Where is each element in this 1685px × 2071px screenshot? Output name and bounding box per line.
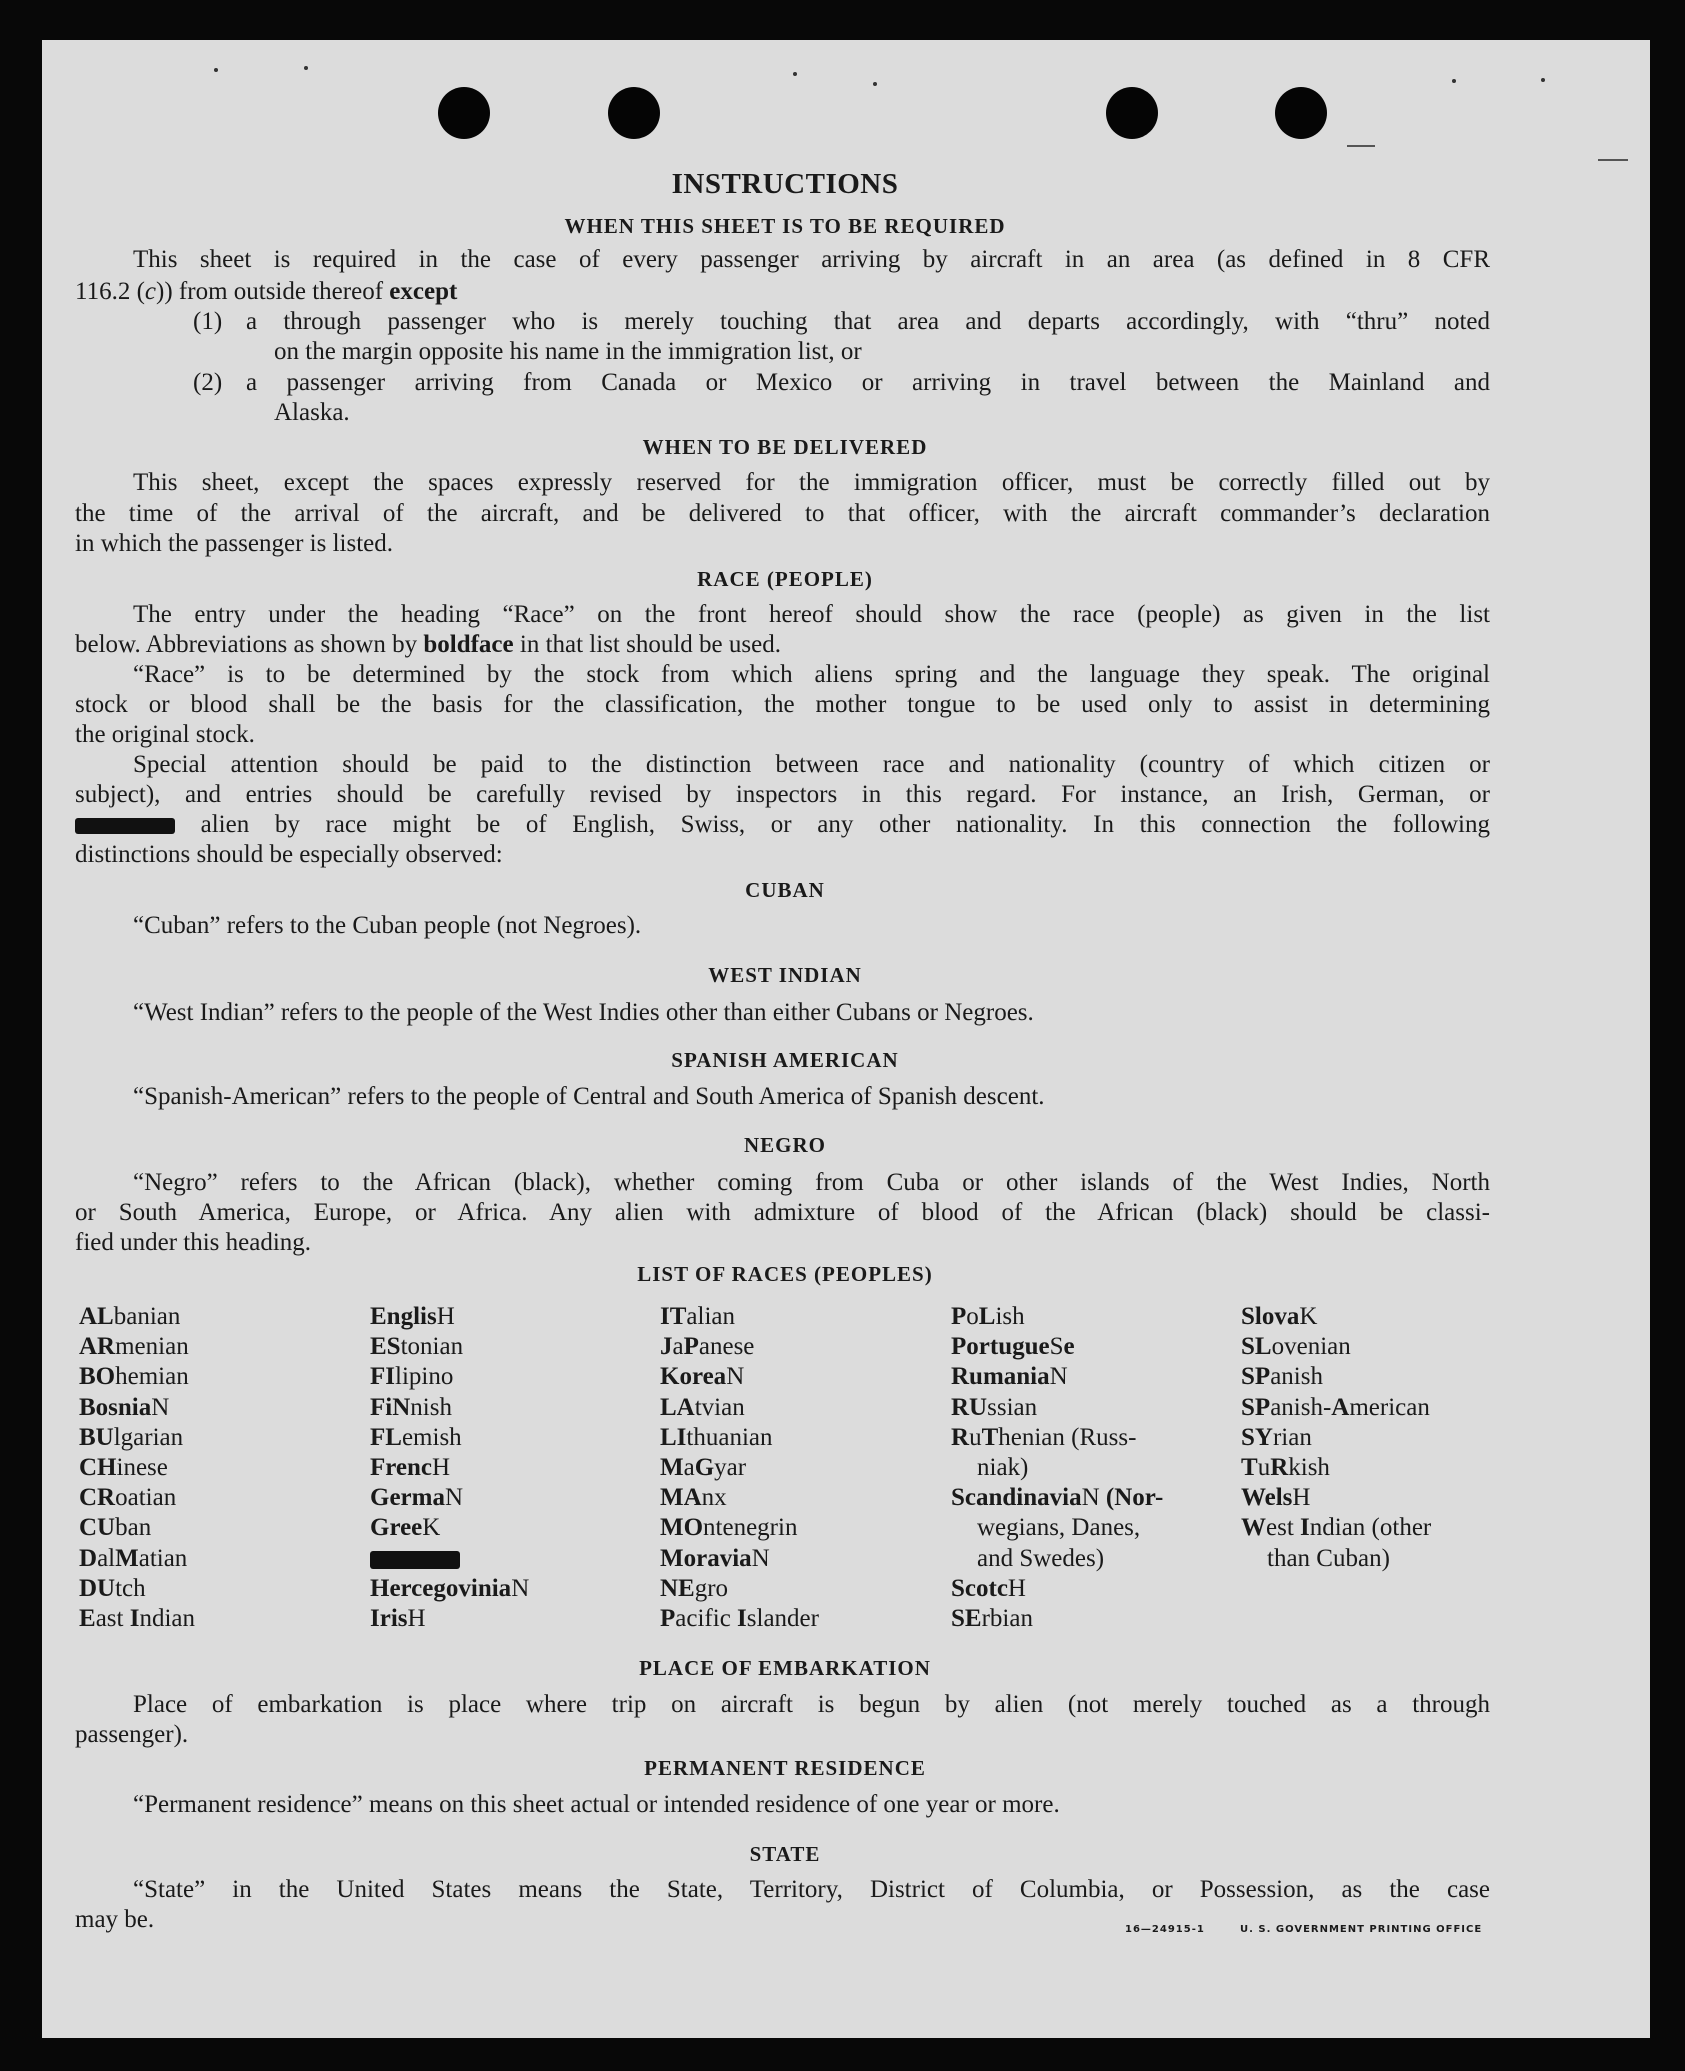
race-entry: RumaniaN xyxy=(951,1363,1068,1391)
heading-negro: NEGRO xyxy=(743,1133,826,1157)
printer-credit: U. S. GOVERNMENT PRINTING OFFICE xyxy=(1240,1924,1483,1935)
race-entry: DalMatian xyxy=(79,1544,188,1572)
paragraph-line: the time of the arrival of the aircraft, and be delivered to that officer, with the aircraft commander’s declaration xyxy=(75,500,1490,527)
races-column xyxy=(79,1302,195,1634)
race-entry: RuThenian (Russ- xyxy=(951,1423,1137,1451)
race-entry: NEgro xyxy=(660,1574,729,1602)
paragraph-line: Special attention should be paid to the distinction between race and nationality (country of which citizen or xyxy=(133,751,1490,778)
heading-when-required: WHEN THIS SHEET IS TO BE REQUIRED xyxy=(564,214,1006,238)
race-entry: CUban xyxy=(79,1514,152,1542)
mark xyxy=(1347,145,1375,147)
paragraph-line: “West Indian” refers to the people of the West Indies other than either Cubans or Negroes. xyxy=(133,999,1034,1026)
speck xyxy=(873,82,877,86)
paragraph-line: 116.2 (c)) from outside thereof except xyxy=(75,278,458,305)
race-entry: CHinese xyxy=(79,1454,168,1482)
paragraph-line: “Negro” refers to the African (black), whether coming from Cuba or other islands of the West Indies, North xyxy=(133,1169,1490,1196)
race-entry: PoLish xyxy=(951,1303,1025,1330)
race-entry: HercegoviniaN xyxy=(370,1574,530,1602)
heading-cuban: CUBAN xyxy=(745,878,825,902)
race-entry: BosniaN xyxy=(79,1393,170,1421)
paragraph-line: the original stock. xyxy=(75,721,255,748)
race-entry: LAtvian xyxy=(660,1393,745,1421)
redaction-mark xyxy=(75,818,175,834)
paragraph-line: subject), and entries should be carefully revised by inspectors in this regard. For instance, an Irish, German, or xyxy=(75,781,1490,808)
speck xyxy=(214,68,218,72)
races-column xyxy=(370,1302,529,1634)
race-entry: RUssian xyxy=(951,1393,1038,1421)
race-entry: MoraviaN xyxy=(660,1544,770,1572)
race-entry: ALbanian xyxy=(79,1303,181,1330)
race-entry: BUlgarian xyxy=(79,1423,184,1451)
paragraph-line: in which the passenger is listed. xyxy=(75,530,393,557)
paragraph-line: distinctions should be especially observed: xyxy=(75,841,503,868)
race-entry: CRoatian xyxy=(79,1484,177,1512)
race-entry: than Cuban) xyxy=(1267,1544,1390,1572)
heading-list-of-races: LIST OF RACES (PEOPLES) xyxy=(637,1262,933,1286)
redaction-mark xyxy=(370,1551,460,1569)
race-entry: GermaN xyxy=(370,1484,464,1512)
paragraph-line: “State” in the United States means the State, Territory, District of Columbia, or Possession, as the case xyxy=(133,1876,1490,1903)
race-entry: JaPanese xyxy=(660,1333,755,1361)
punch-hole xyxy=(1106,87,1158,139)
paragraph-line: “Spanish-American” refers to the people of Central and South America of Spanish descent. xyxy=(133,1083,1045,1110)
race-entry: ITalian xyxy=(660,1303,735,1330)
heading-race: RACE (PEOPLE) xyxy=(697,567,873,591)
race-entry: FiNnish xyxy=(370,1393,452,1421)
speck xyxy=(1452,79,1456,83)
race-entry: ARmenian xyxy=(79,1333,189,1361)
race-entry: EnglisH xyxy=(370,1303,455,1330)
list-item-text: Alaska. xyxy=(274,399,350,426)
list-item-text: on the margin opposite his name in the immigration list, or xyxy=(274,338,862,365)
race-entry: Pacific Islander xyxy=(660,1605,819,1633)
race-entry: ScandinaviaN (Nor- xyxy=(951,1484,1164,1512)
race-entry: MOntenegrin xyxy=(660,1514,798,1542)
list-item-text: a passenger arriving from Canada or Mexico or arriving in travel between the Mainland and xyxy=(246,369,1490,396)
race-entry: FIlipino xyxy=(370,1363,454,1391)
race-entry: SErbian xyxy=(951,1605,1033,1633)
heading-permanent-residence: PERMANENT RESIDENCE xyxy=(644,1756,926,1780)
race-entry: ScotcH xyxy=(951,1574,1026,1602)
paragraph-line: The entry under the heading “Race” on the front hereof should show the race (people) as given in the list xyxy=(133,601,1490,628)
paragraph-line: may be. xyxy=(75,1906,155,1933)
form-number: 16—24915-1 xyxy=(1125,1924,1205,1935)
page-title: INSTRUCTIONS xyxy=(671,168,899,200)
race-entry: FrencH xyxy=(370,1454,451,1482)
paragraph-line: below. Abbreviations as shown by boldface in that list should be used. xyxy=(75,631,781,658)
list-item-text: a through passenger who is merely touching that area and departs accordingly, with “thru” noted xyxy=(246,308,1490,335)
race-entry: DUtch xyxy=(79,1574,146,1602)
paragraph-line: “Permanent residence” means on this sheet actual or intended residence of one year or more. xyxy=(133,1791,1060,1818)
paragraph-line: “Race” is to be determined by the stock from which aliens spring and the language they speak. The original xyxy=(133,661,1490,688)
races-column xyxy=(660,1302,819,1634)
punch-hole xyxy=(438,87,490,139)
paragraph-line: “Cuban” refers to the Cuban people (not Negroes). xyxy=(133,912,642,939)
punch-hole xyxy=(1275,87,1327,139)
race-entry: SlovaK xyxy=(1241,1303,1318,1330)
punch-hole xyxy=(608,87,660,139)
race-entry: wegians, Danes, xyxy=(977,1514,1141,1542)
paragraph-line: or South America, Europe, or Africa. Any alien with admixture of blood of the African (black) should be classi- xyxy=(75,1199,1490,1226)
paragraph-line: Place of embarkation is place where trip on aircraft is begun by alien (not merely touched as a through xyxy=(133,1691,1490,1718)
paragraph-line: passenger). xyxy=(75,1721,189,1748)
race-entry: East Indian xyxy=(79,1605,195,1633)
race-entry: GreeK xyxy=(370,1514,441,1542)
race-entry: PortugueSe xyxy=(951,1333,1075,1361)
speck xyxy=(304,66,308,70)
race-entry: IrisH xyxy=(370,1605,426,1633)
race-entry xyxy=(370,1544,529,1574)
paragraph-line: fied under this heading. xyxy=(75,1229,312,1256)
speck xyxy=(1541,78,1545,82)
speck xyxy=(793,72,797,76)
race-entry: SYrian xyxy=(1241,1423,1312,1451)
race-entry: BOhemian xyxy=(79,1363,189,1391)
list-number: (2) xyxy=(193,369,223,396)
race-entry: MAnx xyxy=(660,1484,727,1512)
heading-west-indian: WEST INDIAN xyxy=(708,963,862,987)
race-entry: SLovenian xyxy=(1241,1333,1351,1361)
race-entry: WelsH xyxy=(1241,1484,1311,1512)
mark xyxy=(1598,159,1628,161)
list-number: (1) xyxy=(193,308,223,335)
race-entry: West Indian (other xyxy=(1241,1514,1432,1542)
race-entry: niak) xyxy=(977,1454,1029,1482)
race-entry: FLemish xyxy=(370,1423,462,1451)
paragraph-line: alien by race might be of English, Swiss, or any other nationality. In this connection the following xyxy=(75,810,1490,840)
heading-embarkation: PLACE OF EMBARKATION xyxy=(639,1656,931,1680)
race-entry: LIthuanian xyxy=(660,1423,773,1451)
race-entry: MaGyar xyxy=(660,1454,747,1482)
race-entry: KoreaN xyxy=(660,1363,745,1391)
paragraph-line: This sheet, except the spaces expressly reserved for the immigration officer, must be correctly filled out by xyxy=(133,469,1490,496)
heading-spanish-american: SPANISH AMERICAN xyxy=(671,1048,899,1072)
race-entry: TuRkish xyxy=(1241,1454,1330,1482)
race-entry: SPanish-American xyxy=(1241,1393,1430,1421)
heading-when-delivered: WHEN TO BE DELIVERED xyxy=(642,435,928,459)
paragraph-line: This sheet is required in the case of every passenger arriving by aircraft in an area (as defined in 8 CFR xyxy=(133,246,1490,273)
race-entry: SPanish xyxy=(1241,1363,1323,1391)
races-column xyxy=(951,1302,1163,1634)
race-entry: EStonian xyxy=(370,1333,464,1361)
race-entry: and Swedes) xyxy=(977,1544,1105,1572)
races-column xyxy=(1241,1302,1431,1574)
heading-state: STATE xyxy=(749,1842,821,1866)
paragraph-line: stock or blood shall be the basis for the classification, the mother tongue to be used only to assist in determining xyxy=(75,691,1490,718)
